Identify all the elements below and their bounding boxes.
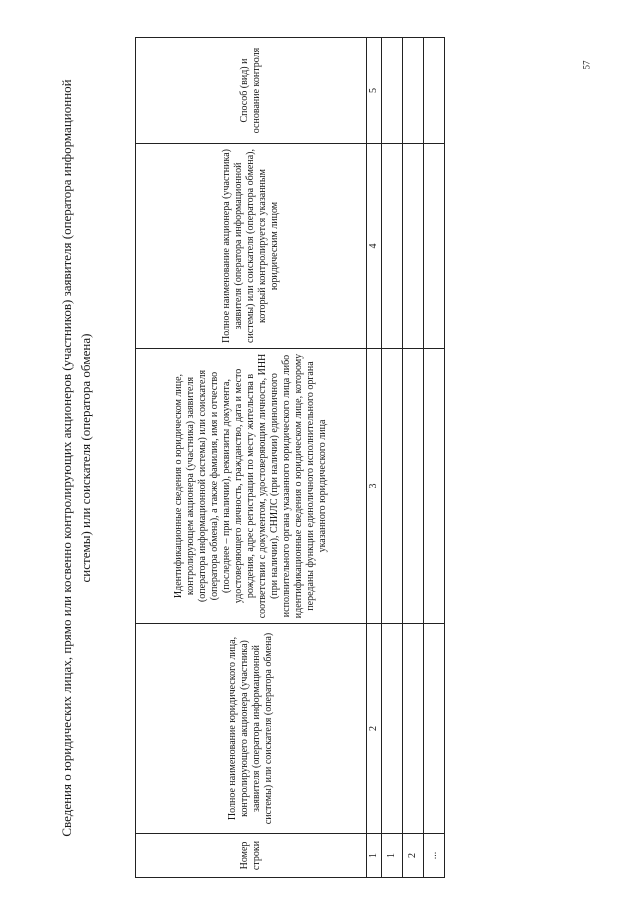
row-number: 2 [403, 834, 424, 878]
header-control-method: Способ (вид) и основание контроля [136, 38, 367, 144]
table-cell [382, 144, 403, 349]
table-cell [424, 349, 445, 624]
table-cell [382, 38, 403, 144]
table-cell [403, 38, 424, 144]
header-shareholder-name: Полное наименование акционера (участника) заявителя (оператора информационной системы) или соискателя (оператора обмена), который контролируется указанным юридическим лицом [136, 144, 367, 349]
document-title [57, 38, 113, 878]
table-row [403, 38, 424, 878]
table-cell [403, 624, 424, 834]
header-legal-entity-name: Полное наименование юридического лица, контролирующего акционера (участника) заявителя (оператора информационной системы) или соискателя (оператора обмена) [136, 624, 367, 834]
column-number: 5 [367, 38, 382, 144]
column-number: 1 [367, 834, 382, 878]
table-cell [382, 349, 403, 624]
page-number: 57 [581, 60, 592, 70]
data-table [135, 37, 445, 878]
header-identification-info: Идентификационные сведения о юридическом лице, контролирующем акционера (участника) заявителя (оператора информационной системы) или соискателя (оператора обмена), а также фамилия, имя и отчество (последнее – при наличии), реквизиты документа, удостоверяющего личность, гражданство, дата и место рождения, адрес регистрации по месту жительства в соответствии с документом, удостоверяющим личность, ИНН (при наличии), СНИЛС (при наличии) единоличного исполнительного органа указанного юридического лица либо идентификационные сведения о юридическом лице, которому переданы функции единоличного исполнительного органа указанного юридического лица [136, 349, 367, 624]
row-number: ... [424, 834, 445, 878]
column-number: 4 [367, 144, 382, 349]
row-number: 1 [382, 834, 403, 878]
column-numbers-row [367, 38, 382, 878]
table-cell [424, 144, 445, 349]
title-line-1: Сведения о юридических лицах, прямо или косвенно контролирующих акционеров (участников) заявителя (оператора информационной [59, 79, 74, 837]
table-cell [382, 624, 403, 834]
header-row-number: Номер строки [136, 834, 367, 878]
column-number: 3 [367, 349, 382, 624]
table-row [424, 38, 445, 878]
table-cell [403, 349, 424, 624]
header-row [136, 38, 367, 878]
title-line-2: системы) или соискателя (оператора обмена) [78, 333, 93, 583]
rotated-content [57, 38, 477, 878]
table-cell [424, 38, 445, 144]
table-row [382, 38, 403, 878]
table-cell [403, 144, 424, 349]
column-number: 2 [367, 624, 382, 834]
table-cell [424, 624, 445, 834]
